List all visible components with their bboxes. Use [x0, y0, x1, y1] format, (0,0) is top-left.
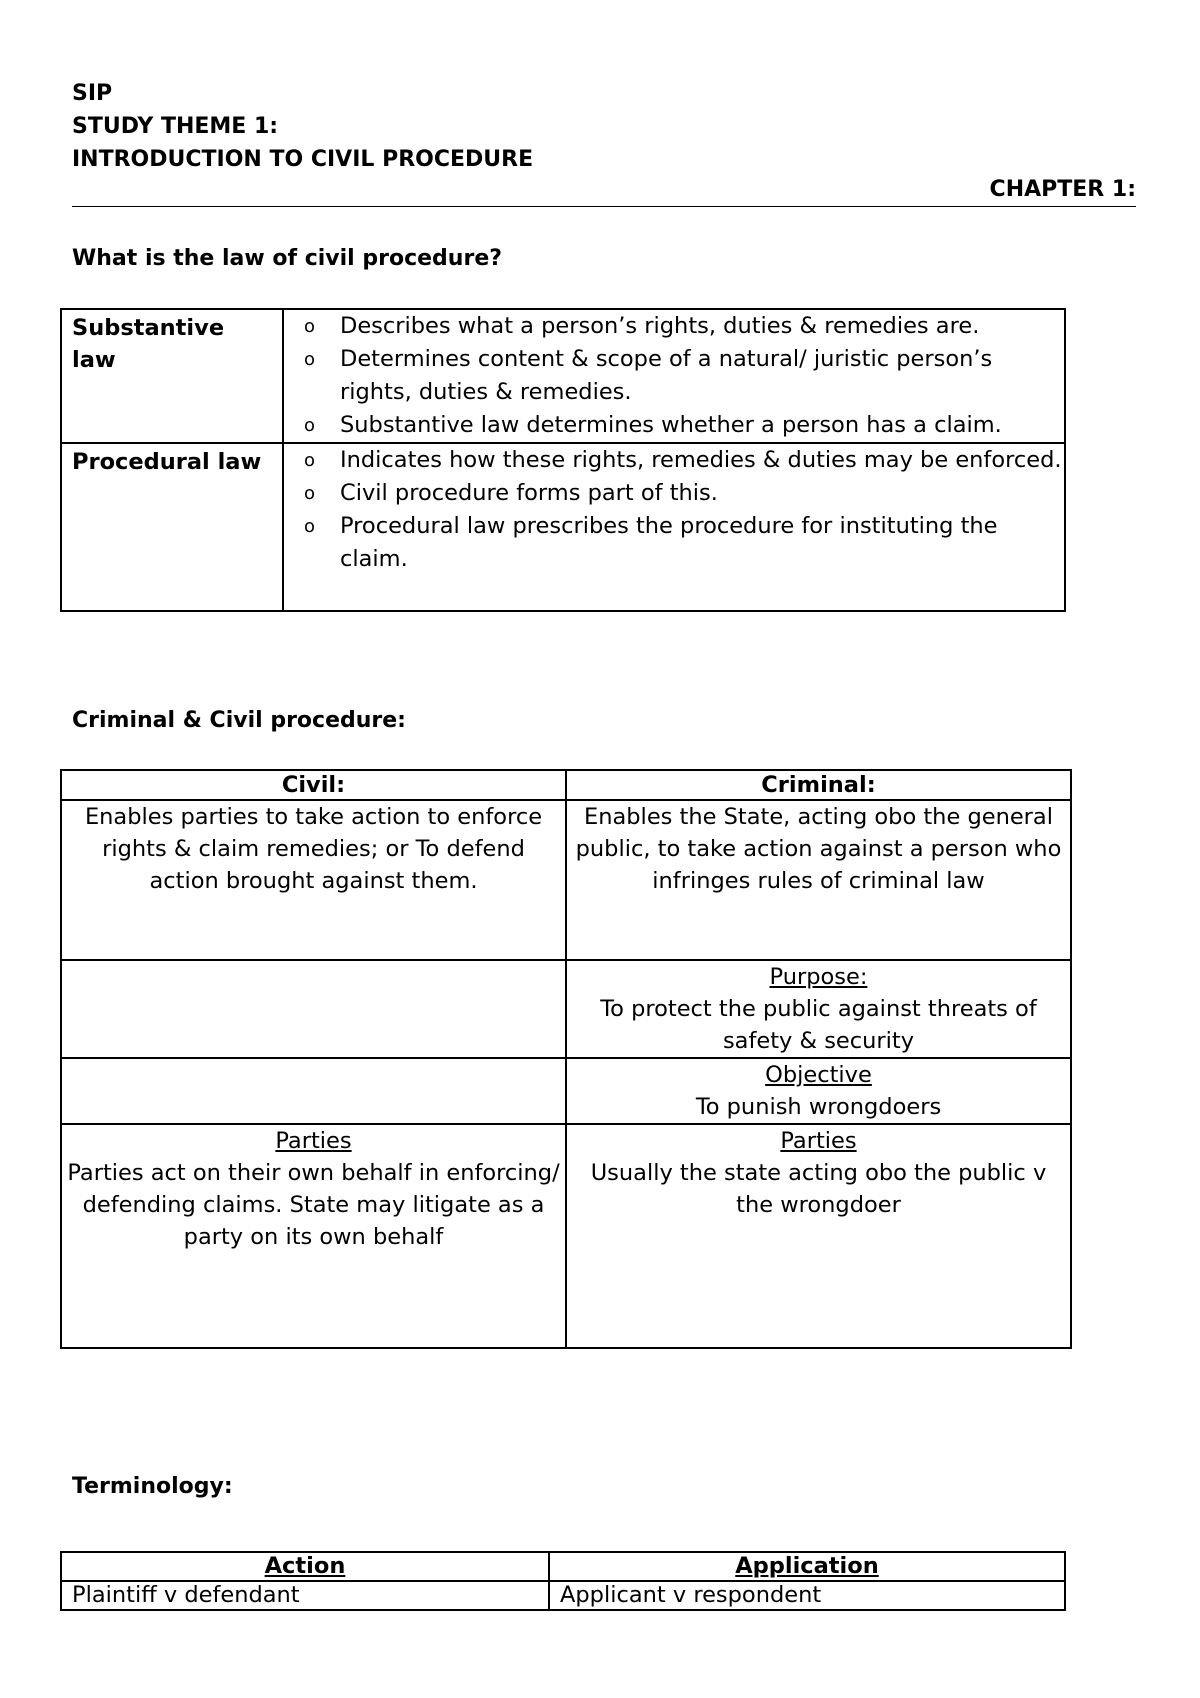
criminal-cell [566, 1058, 1071, 1124]
cell-heading: Purpose: [769, 964, 868, 990]
table-row [61, 309, 1065, 443]
row-label: Procedural law [61, 443, 283, 611]
criminal-cell [566, 960, 1071, 1058]
column-header-civil: Civil: [61, 770, 566, 800]
criminal-cell: Enables the State, acting obo the general public, to take action against a person who infringes rules of criminal law [566, 800, 1071, 960]
document-header [72, 77, 533, 176]
section-title-terminology: Terminology: [72, 1474, 233, 1499]
cell-text: To punish wrongdoers [695, 1094, 942, 1120]
table-row [61, 443, 1065, 611]
civil-cell [61, 1058, 566, 1124]
bullet-icon: o [304, 516, 316, 537]
criminal-cell [566, 1124, 1071, 1348]
bullet-list [284, 444, 1064, 576]
cell-text: Usually the state acting obo the public v the wrongdoer [590, 1160, 1047, 1218]
header-line-2: STUDY THEME 1: [72, 114, 279, 139]
application-cell: Applicant v respondent [549, 1581, 1065, 1610]
action-cell: Plaintiff v defendant [61, 1581, 549, 1610]
list-item: o Determines content & scope of a natural/ juristic person’s rights, duties & remedies. [304, 343, 1064, 409]
chapter-label: CHAPTER 1: [989, 177, 1136, 202]
list-item: o Civil procedure forms part of this. [304, 477, 1064, 510]
bullet-icon: o [304, 483, 316, 504]
cell-text: Parties act on their own behalf in enforcing/ defending claims. State may litigate as a party on its own behalf [67, 1160, 560, 1250]
bullet-icon: o [304, 415, 316, 436]
table-row [61, 1058, 1071, 1124]
list-item: o Describes what a person’s rights, duties & remedies are. [304, 310, 1064, 343]
cell-heading: Objective [765, 1062, 872, 1088]
table-row [61, 1124, 1071, 1348]
section-title-law-of-civil-procedure: What is the law of civil procedure? [72, 246, 502, 271]
civil-criminal-table [60, 769, 1072, 1349]
table-header-row [61, 1552, 1065, 1581]
table-row [61, 960, 1071, 1058]
table-row [61, 800, 1071, 960]
column-header-criminal: Criminal: [566, 770, 1071, 800]
bullet-list [284, 310, 1064, 442]
row-content [283, 443, 1065, 611]
table-header-row [61, 770, 1071, 800]
column-header-application: Application [549, 1552, 1065, 1581]
header-rule [72, 206, 1136, 207]
substantive-procedural-table [60, 308, 1066, 612]
civil-cell [61, 960, 566, 1058]
row-label: Substantive law [61, 309, 283, 443]
cell-heading: Parties [780, 1128, 857, 1154]
column-header-action: Action [61, 1552, 549, 1581]
cell-heading: Parties [275, 1128, 352, 1154]
row-content [283, 309, 1065, 443]
cell-text: To protect the public against threats of safety & security [600, 996, 1037, 1054]
header-line-1: SIP [72, 81, 113, 106]
header-line-3: INTRODUCTION TO CIVIL PROCEDURE [72, 147, 534, 172]
list-item: o Substantive law determines whether a person has a claim. [304, 409, 1064, 442]
bullet-icon: o [304, 349, 316, 370]
bullet-icon: o [304, 316, 316, 337]
section-title-criminal-civil: Criminal & Civil procedure: [72, 708, 406, 733]
civil-cell: Enables parties to take action to enforce rights & claim remedies; or To defend action brought against them. [61, 800, 566, 960]
table-row [61, 1581, 1065, 1610]
list-item: o Procedural law prescribes the procedure for instituting the claim. [304, 510, 1064, 576]
terminology-table [60, 1551, 1066, 1611]
list-item: o Indicates how these rights, remedies & duties may be enforced. [304, 444, 1064, 477]
civil-cell [61, 1124, 566, 1348]
bullet-icon: o [304, 450, 316, 471]
